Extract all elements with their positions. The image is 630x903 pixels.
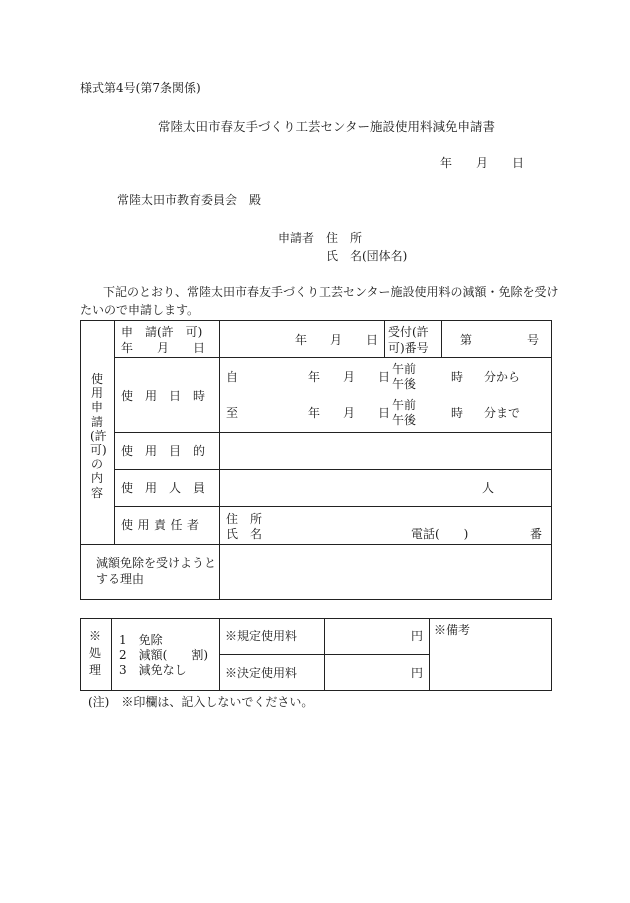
from-minute: 分から (484, 370, 521, 384)
app-date-day: 日 (366, 333, 379, 347)
processing-option-reduce: 2 減額( 割) (119, 648, 208, 662)
acceptance-number-label: 受付(許 (388, 325, 429, 339)
to-pm: 午後 (392, 413, 417, 427)
phone-label: 電話( ) (411, 527, 469, 541)
processing-label: ※処理 (88, 629, 101, 677)
persons-unit: 人 (482, 481, 495, 495)
phone-suffix: 番 (530, 527, 543, 541)
number-prefix: 第 (460, 333, 473, 347)
remarks-label: ※備考 (434, 623, 471, 637)
decided-fee-yen: 円 (411, 666, 424, 680)
number-suffix: 号 (527, 333, 540, 347)
app-date-year: 年 (295, 333, 308, 347)
regular-fee-yen: 円 (411, 629, 424, 643)
from-year: 年 (308, 370, 321, 384)
date-day-label: 日 (512, 156, 525, 170)
decided-fee-label: ※決定使用料 (225, 666, 298, 680)
intro-line-2: たいので申請します。 (80, 303, 200, 317)
to-year: 年 (308, 406, 321, 420)
to-minute: 分まで (484, 406, 521, 420)
footnote: (注) ※印欄は、記入しないでください。 (88, 695, 314, 709)
reason-label-2: する理由 (96, 572, 145, 586)
applicant-name-label: 氏 名(団体名) (326, 249, 408, 263)
date-year-label: 年 (440, 156, 453, 170)
applicant-label: 申請者 (278, 231, 315, 245)
to-hour: 時 (451, 406, 464, 420)
persons-label: 使 用 人 員 (121, 481, 206, 495)
page-title: 常陸太田市春友手づくり工芸センター施設使用料減免申請書 (158, 119, 496, 134)
from-month: 月 (343, 370, 356, 384)
to-label: 至 (226, 406, 239, 420)
form-number: 様式第4号(第7条関係) (80, 81, 201, 95)
to-month: 月 (343, 406, 356, 420)
responsible-name-label: 氏 名 (226, 527, 263, 541)
application-date-label-2: 年 月 日 (121, 341, 206, 355)
to-day: 日 (378, 406, 391, 420)
acceptance-number-label-2: 可)番号 (388, 341, 429, 355)
regular-fee-label: ※規定使用料 (225, 629, 298, 643)
processing-option-exempt: 1 免除 (119, 633, 163, 647)
application-date-label: 申 請(許 可) (121, 325, 203, 339)
from-label: 自 (226, 370, 239, 384)
addressee: 常陸太田市教育委員会 殿 (117, 193, 262, 207)
usage-content-side-label: 使用申請(許可)の内容 (90, 372, 107, 500)
intro-line-1: 下記のとおり、常陸太田市春友手づくり工芸センター施設使用料の減額・免除を受け (103, 285, 559, 299)
app-date-month: 月 (330, 333, 343, 347)
date-month-label: 月 (476, 156, 489, 170)
from-pm: 午後 (392, 377, 417, 391)
responsible-label: 使用責任者 (121, 518, 204, 532)
from-hour: 時 (451, 370, 464, 384)
processing-option-none: 3 減免なし (119, 663, 187, 677)
applicant-address-label: 住 所 (326, 231, 363, 245)
purpose-label: 使 用 目 的 (121, 444, 206, 458)
from-am: 午前 (392, 362, 417, 376)
from-day: 日 (378, 370, 391, 384)
reason-label: 減額免除を受けようと (96, 556, 217, 570)
responsible-address-label: 住 所 (226, 512, 263, 526)
to-am: 午前 (392, 398, 417, 412)
use-datetime-label: 使 用 日 時 (121, 389, 206, 403)
